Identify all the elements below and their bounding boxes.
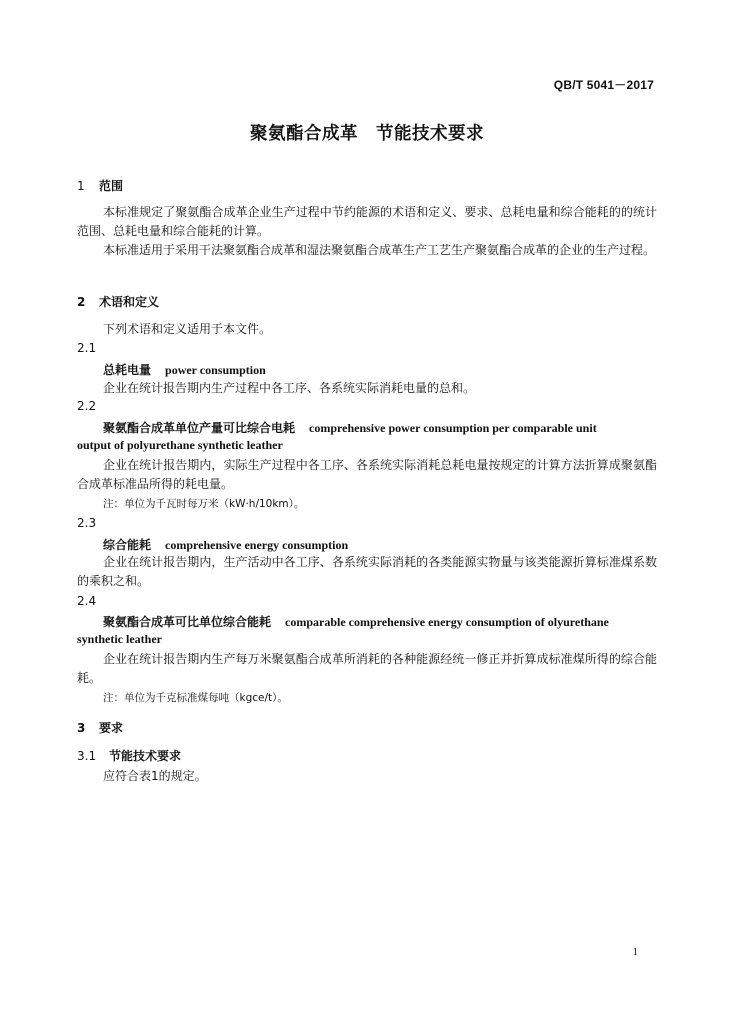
term-2-4-note: 注：单位为千克标准煤每吨（kgce/t）。 bbox=[103, 692, 288, 704]
term-2-2-number: 2.2 bbox=[77, 399, 97, 413]
term-en: comprehensive energy consumption bbox=[165, 538, 349, 552]
term-2-2-title-cont: output of polyurethane synthetic leather bbox=[77, 438, 283, 452]
section-1-heading bbox=[77, 177, 123, 194]
term-2-4-number: 2.4 bbox=[77, 594, 97, 608]
section-1-paragraph-2: 本标准适用于采用干法聚氨酯合成革和湿法聚氨酯合成革生产工艺生产聚氨酯合成革的企业的生产过程。 bbox=[103, 243, 656, 257]
section-3-1-text: 应符合表1的规定。 bbox=[103, 769, 207, 783]
subsection-number: 3.1 bbox=[77, 749, 97, 763]
term-2-1-definition: 企业在统计报告期内生产过程中各工序、各系统实际消耗电量的总和。 bbox=[103, 381, 476, 395]
term-en: comparable comprehensive energy consumption of olyurethane bbox=[285, 615, 609, 629]
section-number: 3 bbox=[77, 721, 86, 735]
section-3-1-heading bbox=[77, 747, 181, 764]
term-2-4-title-cont: synthetic leather bbox=[77, 632, 162, 646]
section-number: 1 bbox=[77, 179, 85, 193]
section-title: 要求 bbox=[99, 721, 124, 735]
term-2-3-title bbox=[103, 536, 348, 553]
section-2-intro: 下列术语和定义适用于本文件。 bbox=[103, 322, 272, 336]
section-3-heading bbox=[77, 719, 123, 736]
section-1-paragraph-1: 本标准规定了聚氨酯合成革企业生产过程中节约能源的术语和定义、要求、总耗电量和综合能耗的的统计范围、总耗电量和综合能耗的计算。 bbox=[77, 205, 657, 238]
term-en: comprehensive power consumption per comparable unit bbox=[309, 421, 597, 435]
term-2-1-title bbox=[103, 361, 266, 378]
term-zh: 聚氨酯合成革单位产量可比综合电耗 bbox=[103, 421, 296, 435]
section-title: 范围 bbox=[99, 179, 124, 193]
term-2-1-number: 2.1 bbox=[77, 341, 97, 355]
term-en: power consumption bbox=[165, 363, 266, 377]
section-title: 术语和定义 bbox=[99, 295, 160, 309]
term-zh: 综合能耗 bbox=[103, 538, 152, 552]
document-title bbox=[0, 120, 734, 145]
term-2-4-title bbox=[103, 613, 609, 630]
page-number: 1 bbox=[632, 946, 638, 958]
title-part-1: 聚氨酯合成革 bbox=[250, 124, 358, 144]
subsection-title: 节能技术要求 bbox=[109, 749, 182, 763]
term-2-2-title bbox=[103, 419, 597, 436]
standard-code: QB/T 5041－2017 bbox=[553, 78, 654, 92]
term-zh: 聚氨酯合成革可比单位综合能耗 bbox=[103, 615, 272, 629]
term-2-2-note: 注：单位为千瓦时每万米（kW·h/10km）。 bbox=[103, 498, 305, 510]
term-2-3-number: 2.3 bbox=[77, 516, 97, 530]
section-number: 2 bbox=[77, 295, 86, 309]
section-2-heading bbox=[77, 293, 159, 310]
term-2-4-definition: 企业在统计报告期内生产每万米聚氨酯合成革所消耗的各种能源经统一修正并折算成标准煤所得的综合能耗。 bbox=[77, 652, 657, 685]
term-2-3-definition: 企业在统计报告期内，生产活动中各工序、各系统实际消耗的各类能源实物量与该类能源折算标准煤系数的乘积之和。 bbox=[77, 555, 657, 588]
term-2-2-definition: 企业在统计报告期内，实际生产过程中各工序、各系统实际消耗总耗电量按规定的计算方法折算成聚氨酯合成革标准品所得的耗电量。 bbox=[77, 458, 657, 491]
term-zh: 总耗电量 bbox=[103, 363, 152, 377]
title-part-2: 节能技术要求 bbox=[376, 124, 484, 144]
